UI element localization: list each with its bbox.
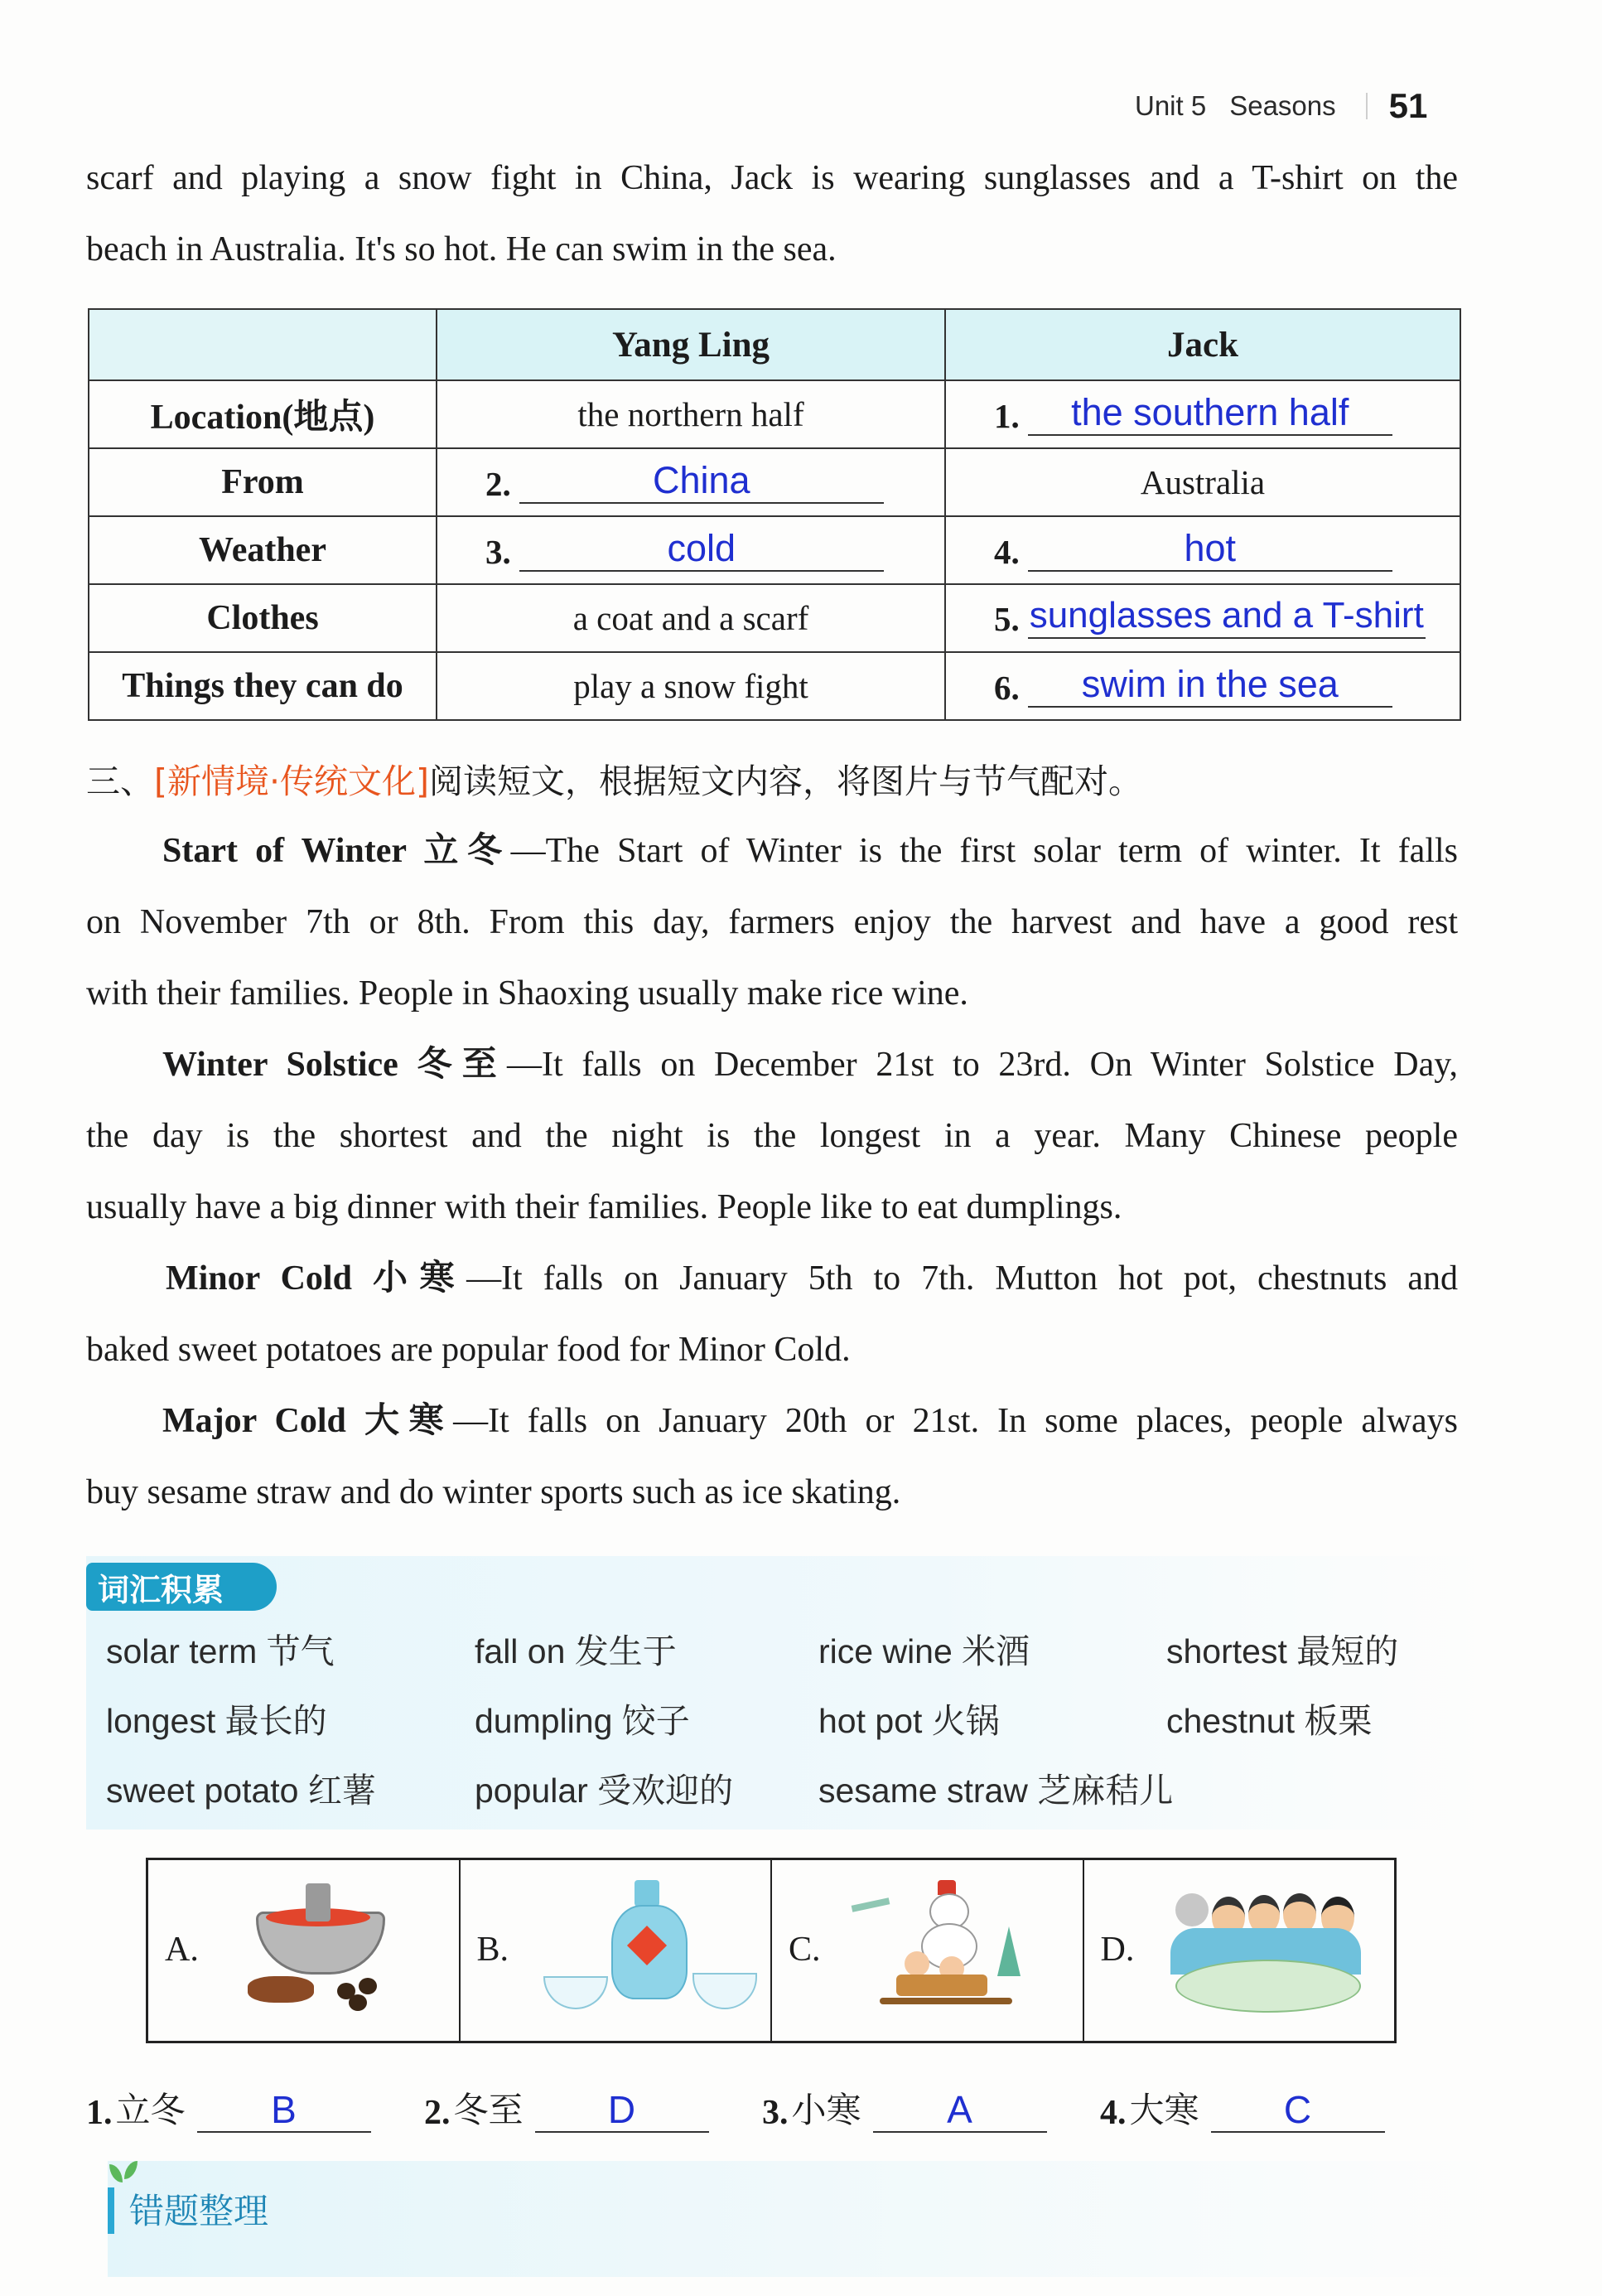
answer-blank[interactable]: A — [873, 2089, 1047, 2133]
mistakes-title: 错题整理 — [129, 2191, 269, 2231]
table-cell: play a snow fight — [437, 652, 945, 720]
intro-line: scarf and playing a snow fight in China, Jack is wearing sunglasses and a T-shirt on the — [86, 159, 1458, 197]
vocab-item: rice wine 米酒 — [818, 1632, 1030, 1670]
vocab-item: sweet potato 红薯 — [106, 1772, 376, 1810]
table-row — [89, 584, 1460, 652]
answer-blank[interactable]: the southern half — [1028, 394, 1392, 436]
answer-term: 立冬 — [115, 2092, 186, 2130]
term-title: Major Cold 大寒 — [162, 1402, 454, 1440]
table-row — [89, 380, 1460, 448]
section-prefix: 三、 — [86, 761, 154, 801]
blank-number: 3. — [485, 532, 511, 571]
answer-blank[interactable]: hot — [1028, 529, 1392, 572]
term-title: Minor Cold 小寒 — [166, 1259, 467, 1298]
table-header-blank — [89, 309, 437, 380]
passage-line — [162, 1400, 1458, 1442]
vocab-item: solar term 节气 — [106, 1632, 335, 1670]
table-row — [89, 516, 1460, 584]
answer-term: 小寒 — [791, 2092, 861, 2130]
table-cell — [945, 516, 1460, 584]
page-header — [1135, 81, 1466, 131]
passage-line: buy sesame straw and do winter sports such as ice skating. — [86, 1473, 901, 1511]
vocab-item: chestnut 板栗 — [1166, 1702, 1373, 1740]
table-header-row — [89, 309, 1460, 380]
passage-line — [166, 1258, 1458, 1299]
passage-text: —The Start of Winter is the first solar term of winter. It falls — [510, 832, 1458, 870]
blank-number: 6. — [994, 668, 1020, 707]
comparison-table — [88, 308, 1461, 721]
option-letter: C. — [789, 1931, 821, 1969]
blank-number: 5. — [994, 600, 1020, 638]
passage-line: with their families. People in Shaoxing usually make rice wine. — [86, 974, 968, 1013]
table-cell — [945, 380, 1460, 448]
vocab-item: dumpling 饺子 — [475, 1702, 690, 1740]
table-cell: a coat and a scarf — [437, 584, 945, 652]
picture-option-c[interactable] — [772, 1860, 1084, 2041]
row-label: Location(地点) — [89, 380, 437, 448]
row-label: Clothes — [89, 584, 437, 652]
table-cell — [945, 652, 1460, 720]
picture-option-a[interactable] — [148, 1860, 461, 2041]
row-label: Things they can do — [89, 652, 437, 720]
passage-line — [162, 1044, 1458, 1085]
option-letter: B. — [476, 1931, 509, 1969]
answer-term: 大寒 — [1129, 2092, 1199, 2130]
vocabulary-grid — [106, 1622, 1481, 1820]
table-row — [89, 448, 1460, 516]
snow-sled-icon — [847, 1877, 1054, 2026]
section-tag: [新情境·传统文化] — [154, 761, 430, 801]
page-number: 51 — [1388, 86, 1428, 125]
table-cell — [945, 584, 1460, 652]
hotpot-icon — [223, 1877, 430, 2026]
matching-answers — [86, 2066, 1461, 2133]
term-title: Start of Winter 立冬 — [162, 832, 511, 870]
picture-option-d[interactable] — [1084, 1860, 1395, 2041]
answer-item — [1100, 2066, 1438, 2133]
passage-line: on November 7th or 8th. From this day, farmers enjoy the harvest and have a good rest — [86, 903, 1458, 941]
family-dinner-icon — [1159, 1877, 1366, 2026]
answer-blank[interactable]: sunglasses and a T-shirt — [1028, 597, 1426, 639]
rice-wine-icon — [535, 1877, 742, 2026]
passage-text: —It falls on January 5th to 7th. Mutton hot pot, chestnuts and — [466, 1259, 1459, 1298]
section-three-heading — [86, 754, 1142, 803]
vocabulary-box — [86, 1556, 1486, 1830]
answer-number: 2. — [424, 2094, 451, 2132]
blank-number: 1. — [994, 396, 1020, 435]
option-letter: A. — [165, 1931, 199, 1969]
answer-item — [424, 2066, 762, 2133]
leaf-icon — [108, 2161, 141, 2182]
answer-number: 4. — [1100, 2094, 1127, 2132]
header-divider — [1366, 93, 1368, 119]
vocab-item: fall on 发生于 — [475, 1632, 677, 1670]
passage-line: usually have a big dinner with their families. People like to eat dumplings. — [86, 1188, 1122, 1226]
table-header-jack: Jack — [945, 309, 1460, 380]
answer-blank[interactable]: swim in the sea — [1028, 665, 1392, 708]
term-title: Winter Solstice 冬至 — [162, 1046, 507, 1084]
answer-blank[interactable]: China — [519, 462, 884, 504]
unit-label: Unit 5 — [1135, 90, 1207, 121]
vocab-item: popular 受欢迎的 — [475, 1772, 734, 1810]
answer-blank[interactable]: cold — [519, 529, 884, 572]
mistakes-box — [108, 2161, 1499, 2277]
unit-title: Seasons — [1229, 90, 1336, 121]
passage-line — [162, 830, 1458, 872]
table-cell — [437, 448, 945, 516]
passage-line: the day is the shortest and the night is the longest in a year. Many Chinese people — [86, 1117, 1458, 1155]
vocab-item: sesame straw 芝麻秸儿 — [818, 1772, 1174, 1810]
table-row — [89, 652, 1460, 720]
intro-line: beach in Australia. It's so hot. He can swim in the sea. — [86, 230, 837, 268]
blank-number: 4. — [994, 532, 1020, 571]
mistakes-accent-bar — [108, 2187, 114, 2234]
section-instruction: 阅读短文，根据短文内容，将图片与节气配对。 — [429, 761, 1143, 801]
table-cell — [437, 516, 945, 584]
answer-term: 冬至 — [453, 2092, 524, 2130]
vocabulary-title: 词汇积累 — [86, 1563, 277, 1611]
answer-number: 3. — [762, 2094, 789, 2132]
option-letter: D. — [1100, 1931, 1135, 1969]
vocab-item: longest 最长的 — [106, 1702, 327, 1740]
answer-number: 1. — [86, 2094, 113, 2132]
row-label: Weather — [89, 516, 437, 584]
picture-options — [146, 1858, 1397, 2043]
vocab-item: shortest 最短的 — [1166, 1632, 1399, 1670]
passage-text: —It falls on January 20th or 21st. In some places, people always — [453, 1402, 1458, 1440]
table-cell: the northern half — [437, 380, 945, 448]
answer-item — [762, 2066, 1100, 2133]
table-header-yang-ling: Yang Ling — [437, 309, 945, 380]
row-label: From — [89, 448, 437, 516]
passage-line: baked sweet potatoes are popular food for Minor Cold. — [86, 1331, 851, 1369]
answer-blank[interactable]: B — [197, 2089, 371, 2133]
answer-blank[interactable]: C — [1211, 2089, 1385, 2133]
answer-item — [86, 2066, 424, 2133]
vocab-item: hot pot 火锅 — [818, 1702, 1000, 1740]
table-cell: Australia — [945, 448, 1460, 516]
passage-text: —It falls on December 21st to 23rd. On Winter Solstice Day, — [506, 1046, 1458, 1084]
blank-number: 2. — [485, 464, 511, 503]
answer-blank[interactable]: D — [535, 2089, 709, 2133]
picture-option-b[interactable] — [461, 1860, 773, 2041]
